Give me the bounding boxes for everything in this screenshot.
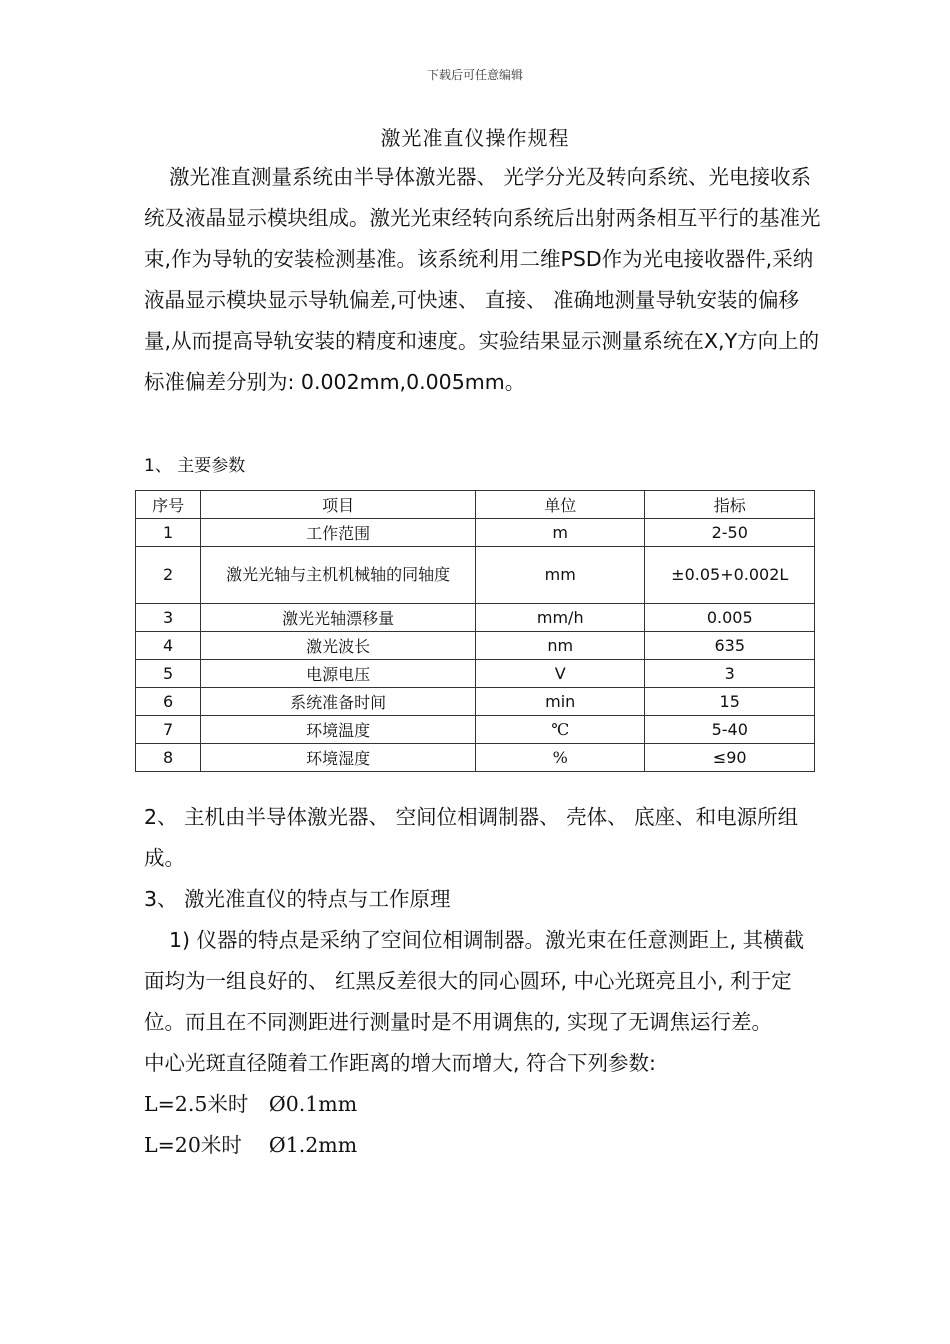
section-heading-parameters: 1、 主要参数: [144, 456, 246, 476]
cell-no: 4: [136, 632, 201, 660]
cell-unit: mm/h: [475, 604, 644, 632]
cell-no: 6: [136, 688, 201, 716]
cell-no: 3: [136, 604, 201, 632]
formula-line-2: L=20米时 Ø1.2mm: [144, 1133, 358, 1157]
cell-item: 激光波长: [201, 632, 476, 660]
cell-value: 635: [645, 632, 815, 660]
page-header: 下载后可任意编辑: [426, 68, 523, 82]
cell-item: 系统准备时间: [201, 688, 476, 716]
table-row: [136, 547, 815, 604]
table-row: [136, 632, 815, 660]
cell-value: ±0.05+0.002L: [645, 547, 815, 604]
cell-value: 0.005: [645, 604, 815, 632]
cell-unit: mm: [475, 547, 644, 604]
cell-value: 15: [645, 688, 815, 716]
table-row: [136, 660, 815, 688]
cell-value: 2-50: [645, 519, 815, 547]
table-row: [136, 716, 815, 744]
intro-paragraph: 激光准直测量系统由半导体激光器、 光学分光及转向系统、光电接收系统及液晶显示模块组成。激光光束经转向系统后出射两条相互平行的基准光束,作为导轨的安装检测基准。该系统利用二维PSD作为光电接收器件,采纳液晶显示模块显示导轨偏差,可快速、 直接、 准确地测量导轨安装的偏移量,从而提高导轨安装的精度和速度。实验结果显示测量系统在X,Y方向上的标准偏差分别为: 0.002mm,0.005mm。: [144, 165, 821, 394]
cell-unit: V: [475, 660, 644, 688]
header-cell-unit: 单位: [475, 491, 644, 519]
header-cell-no: 序号: [136, 491, 201, 519]
cell-item: 环境湿度: [201, 744, 476, 772]
cell-no: 1: [136, 519, 201, 547]
cell-item: 激光光轴与主机机械轴的同轴度: [201, 547, 476, 604]
cell-unit: %: [475, 744, 644, 772]
cell-unit: nm: [475, 632, 644, 660]
header-cell-item: 项目: [201, 491, 476, 519]
features-paragraph: 1) 仪器的特点是采纳了空间位相调制器。激光束在任意测距上, 其横截面均为一组良好的、 红黑反差很大的同心圆环, 中心光斑亮且小, 利于定位。而且在不同测距进行测量时是不用调焦的, 实现了无调焦运行差。: [144, 928, 805, 1034]
cell-item: 电源电压: [201, 660, 476, 688]
table-row: [136, 688, 815, 716]
cell-no: 8: [136, 744, 201, 772]
cell-unit: m: [475, 519, 644, 547]
cell-item: 环境温度: [201, 716, 476, 744]
cell-no: 5: [136, 660, 201, 688]
table-row: [136, 744, 815, 772]
lower-section: [144, 797, 824, 1166]
cell-item: 激光光轴漂移量: [201, 604, 476, 632]
cell-no: 7: [136, 716, 201, 744]
cell-unit: ℃: [475, 716, 644, 744]
formula-line-1: L=2.5米时 Ø0.1mm: [144, 1092, 358, 1116]
spot-diameter-paragraph: 中心光斑直径随着工作距离的增大而增大, 符合下列参数:: [144, 1051, 656, 1075]
section-heading-principle: 3、 激光准直仪的特点与工作原理: [144, 887, 451, 911]
cell-unit: min: [475, 688, 644, 716]
parameters-table: [135, 490, 815, 772]
table-row: [136, 604, 815, 632]
cell-item: 工作范围: [201, 519, 476, 547]
header-cell-value: 指标: [645, 491, 815, 519]
section-2-paragraph: 2、 主机由半导体激光器、 空间位相调制器、 壳体、 底座、和电源所组成。: [144, 805, 799, 870]
cell-value: 5-40: [645, 716, 815, 744]
cell-no: 2: [136, 547, 201, 604]
cell-value: ≤90: [645, 744, 815, 772]
table-header-row: [136, 491, 815, 519]
table-row: [136, 519, 815, 547]
document-title: 激光准直仪操作规程: [380, 126, 570, 150]
cell-value: 3: [645, 660, 815, 688]
